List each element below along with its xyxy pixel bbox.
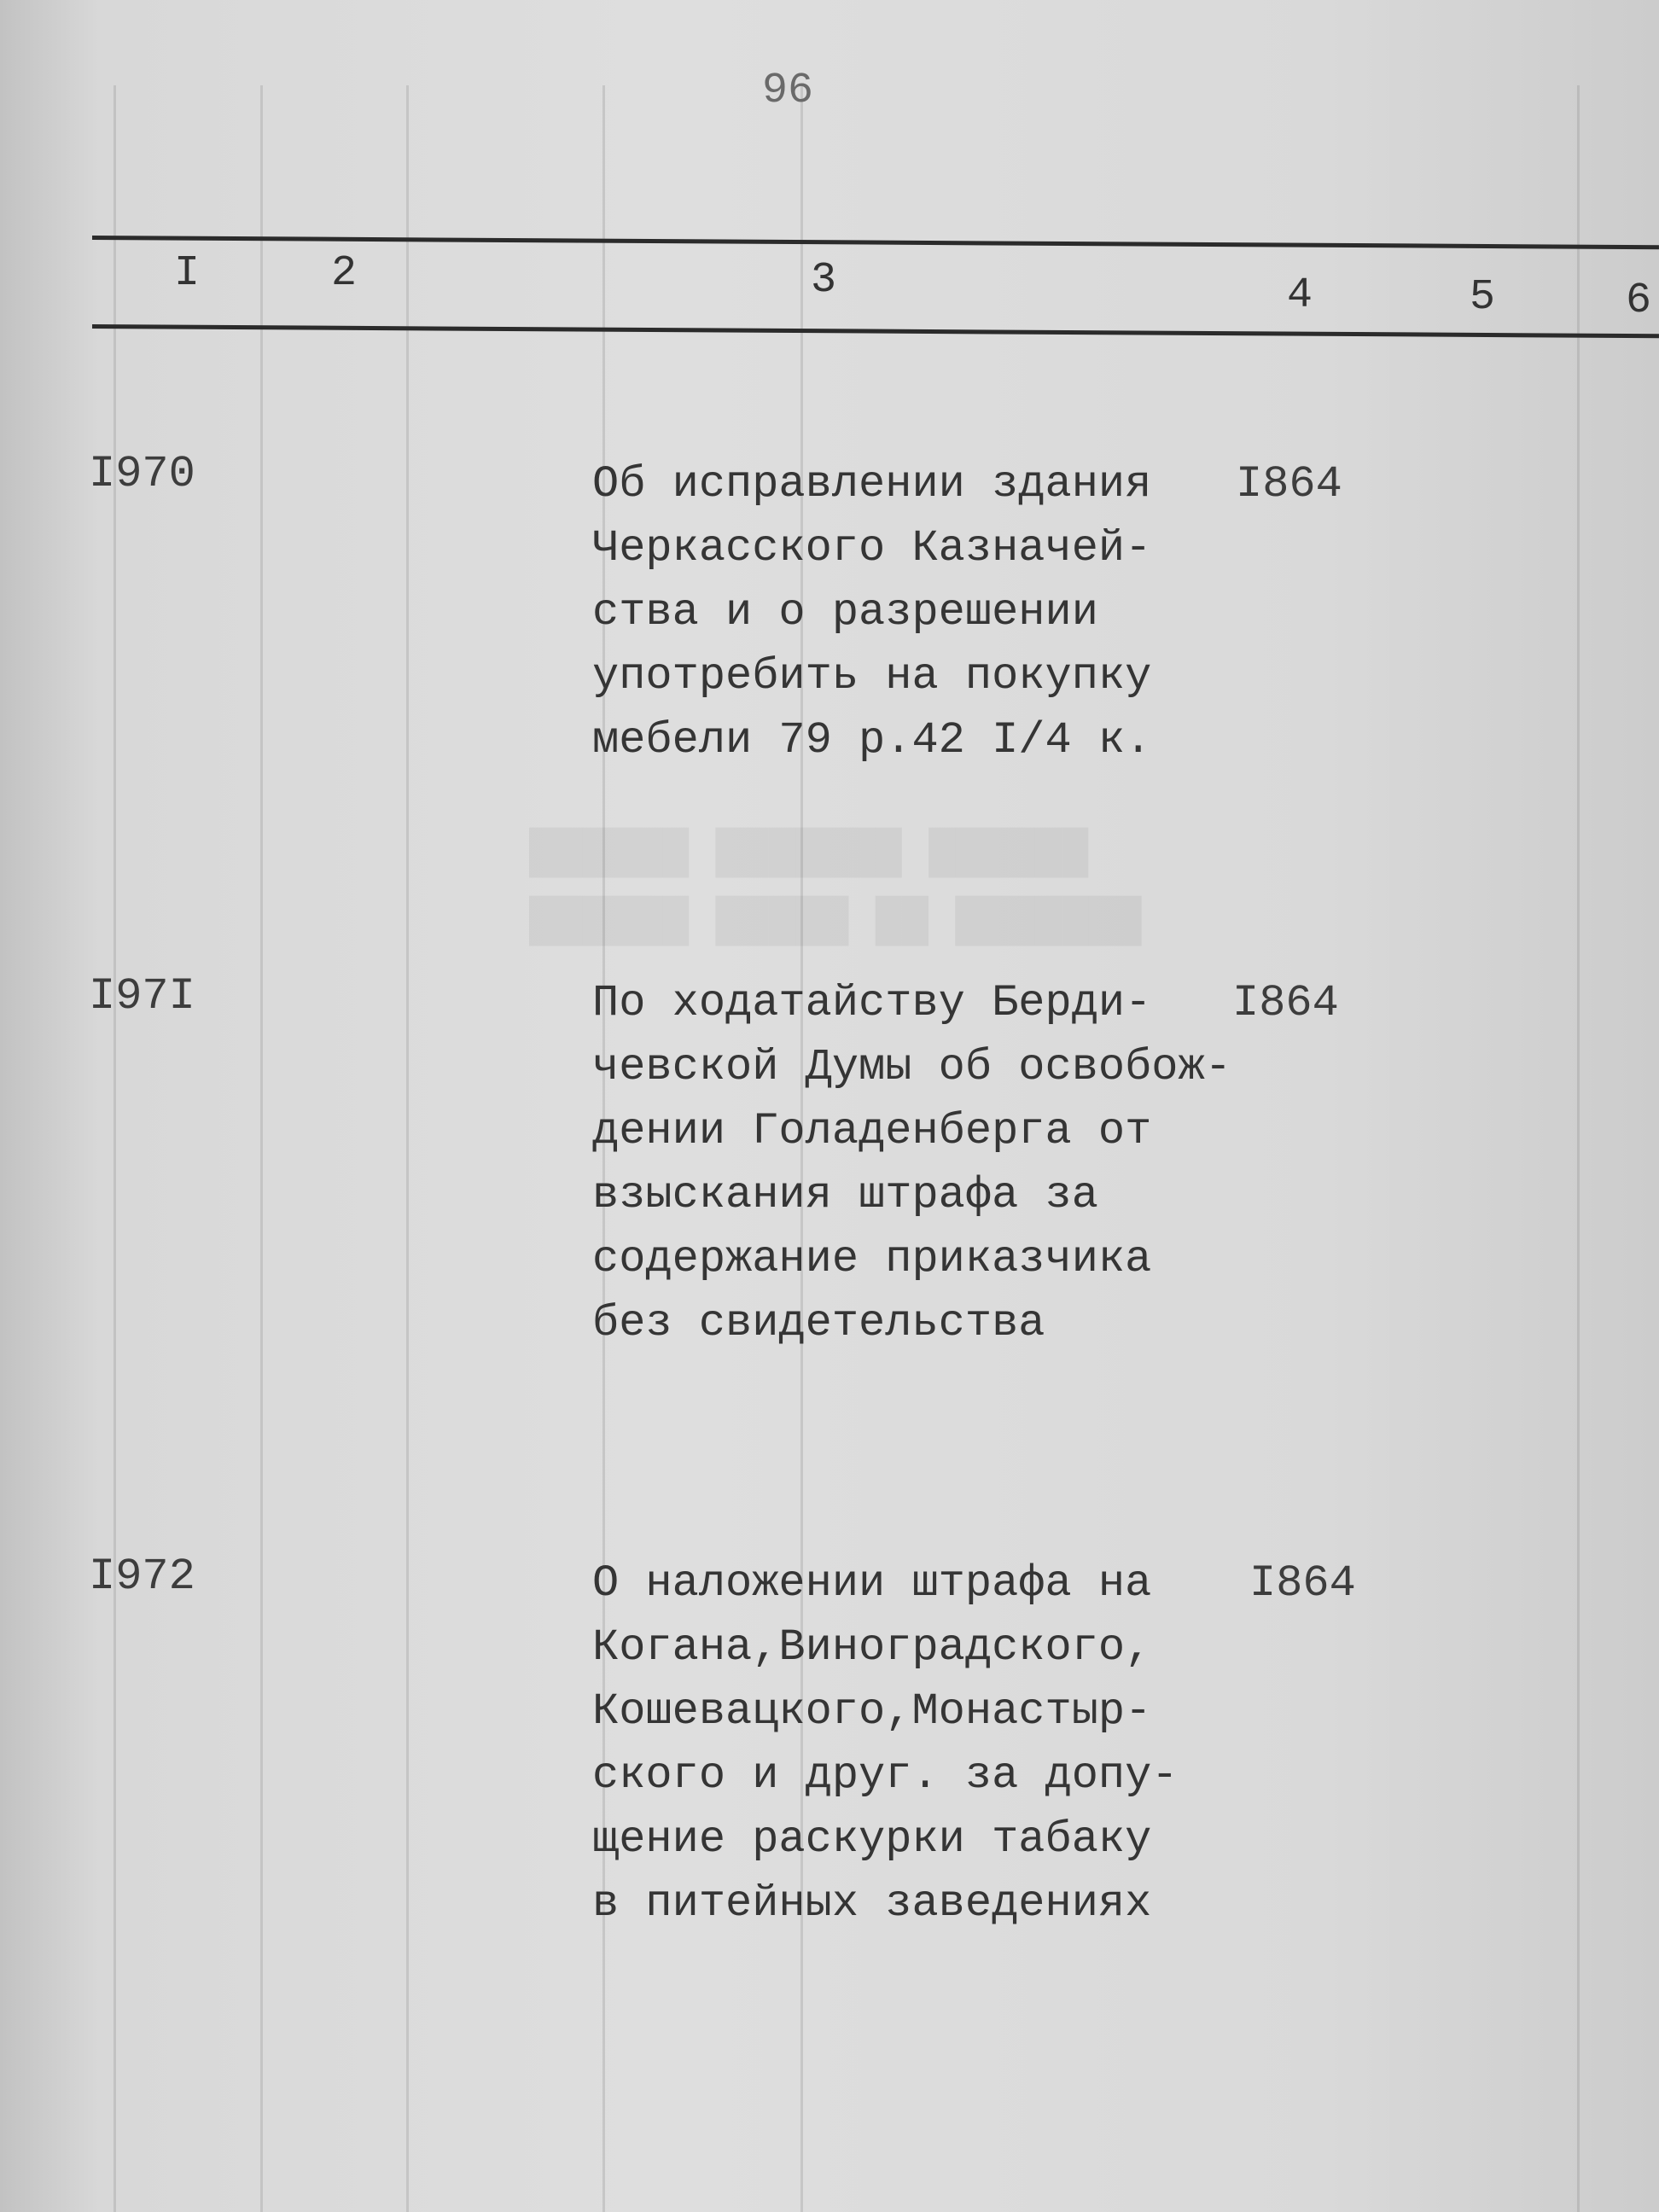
column-rule [406, 85, 409, 2212]
description-line: По ходатайству Берди- [592, 978, 1152, 1028]
entry-year: I864 [1249, 1558, 1356, 1609]
description-line: ства и о разрешении [592, 587, 1098, 637]
entry-year: I864 [1232, 978, 1339, 1028]
column-header-4: 4 [1287, 271, 1313, 320]
description-line: в питейных заведениях [592, 1878, 1152, 1929]
column-rule [114, 85, 116, 2212]
bleed-through: ██████ █████ ██ ███████ [529, 896, 1142, 946]
column-header-3: 3 [811, 256, 837, 305]
description-line: Кошевацкого,Монастыр- [592, 1686, 1152, 1737]
description-line: употребить на покупку [592, 651, 1152, 701]
description-line: без свидетельства [592, 1298, 1045, 1348]
page-number: 96 [762, 67, 814, 115]
header-top-rule [92, 236, 1659, 249]
entry-description [592, 452, 1241, 772]
entry-description [592, 1551, 1241, 1936]
header-bottom-rule [92, 324, 1659, 338]
entry-number: I972 [89, 1551, 195, 1602]
column-header-5: 5 [1470, 273, 1496, 322]
column-rule [1577, 85, 1580, 2212]
description-line: взыскания штрафа за [592, 1170, 1098, 1220]
entry-description [592, 971, 1241, 1355]
description-line: ского и друг. за допу- [592, 1750, 1179, 1801]
description-line: дении Голаденберга от [592, 1106, 1152, 1156]
column-header-1: I [174, 249, 201, 298]
bleed-through: ██████ ███████ ██████ [529, 828, 1089, 878]
description-line: Когана,Виноградского, [592, 1622, 1152, 1673]
column-rule [260, 85, 263, 2212]
description-line: Об исправлении здания [592, 459, 1152, 509]
column-header-2: 2 [331, 249, 358, 298]
entry-number: I97I [89, 971, 195, 1022]
column-header-6: 6 [1626, 276, 1652, 325]
entry-number: I970 [89, 449, 195, 499]
description-line: О наложении штрафа на [592, 1558, 1152, 1609]
description-line: содержание приказчика [592, 1234, 1152, 1284]
description-line: щение раскурки табаку [592, 1814, 1152, 1865]
description-line: Черкасского Казначей- [592, 523, 1152, 573]
description-line: мебели 79 р.42 I/4 к. [592, 715, 1152, 765]
entry-year: I864 [1236, 459, 1342, 509]
description-line: чевской Думы об освобож- [592, 1042, 1231, 1092]
